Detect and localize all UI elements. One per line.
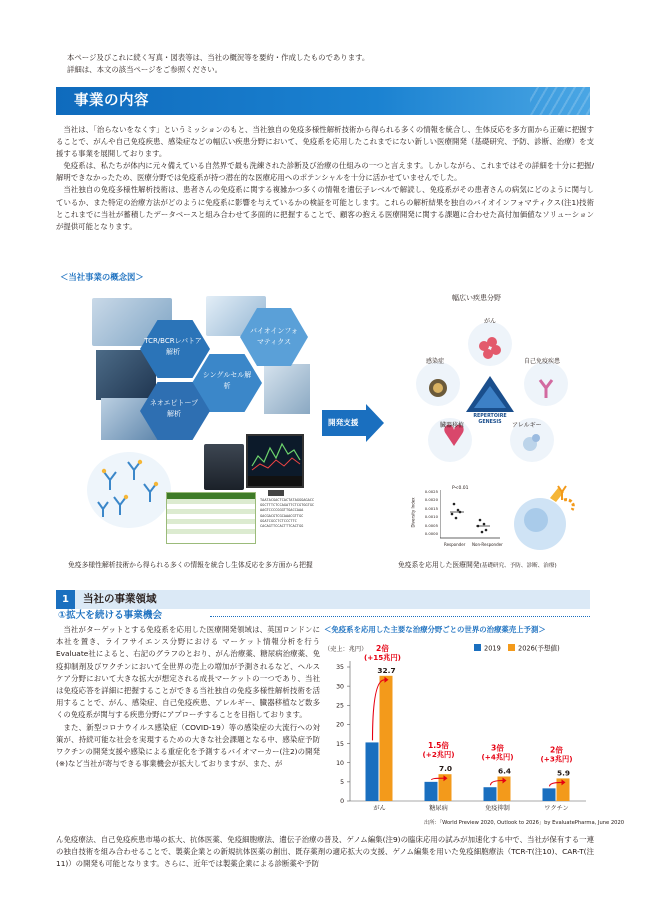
- section-1-title: 当社の事業領域: [83, 593, 157, 605]
- disclaimer-line-1: 本ページ及びこれに続く写真・図表等は、当社の概況等を要約・作成したものであります。: [67, 53, 370, 62]
- hex-tcr-bcr-label: TCR/BCRレパトア解析: [144, 337, 202, 356]
- disease-autoimmune-label: 自己免疫疾患: [524, 358, 561, 365]
- y-tick-label-7: 35: [336, 664, 344, 672]
- sequence-text: TAATACGACTCACTATAGGGAGACC GGCTTTCTCCAGATTCTCGTGGTGC AAGTCCCCGGGTTGACCAAA GACGACGTCGCAAACGTTGC GGATCGCCTCTCCCTTC CACAGTTCCACTTTCACTGG: [260, 498, 315, 529]
- intro-text: [56, 124, 594, 233]
- repertoire-genesis-logo: REPERTOIRE GENESIS: [473, 414, 507, 425]
- disease-infection-label: 感染症: [426, 358, 445, 365]
- legend-swatch-1: [508, 644, 515, 651]
- section-1-header: [56, 590, 590, 609]
- bar-0-1: [425, 782, 438, 801]
- section-1-number: 1: [56, 590, 75, 609]
- body-paragraph-3: ん免疫療法、自己免疫疾患市場の拡大、抗体医薬、免疫細胞療法、遺伝子治療の普及、ゲノム編集(注9)の臨床応用の試みが加速化する中で、当社が保有する一連の独自技術を組み合わせることで、製薬企業との新規抗体医薬の創出、既存薬剤の適応拡大の支援、ゲノム編集を用いた免疫細胞療法（TCR-T(注10)、CAR-T(注11)）の開発も可能となります。さらに、近年では製薬企業による診断薬や予防: [56, 835, 594, 869]
- disclaimer-note: [67, 52, 587, 76]
- banner-title: 事業の内容: [74, 93, 149, 109]
- hex-single-cell-label: シングルセル解析: [202, 371, 252, 390]
- development-support-label: 開発支援: [328, 418, 359, 427]
- scientist-photo: [264, 364, 310, 414]
- body-left-text: [56, 624, 320, 770]
- intro-paragraph-2: 免疫系は、私たちが体内に元々備えている自然界で最も洗練された診断及び治療の仕組みの一つと言えます。しかしながら、これまではその詳細を十分に把握/解明できなかったため、医療分野では免疫系が持つ潜在的な医療応用へのポテンシャルを十分に活かせていませんでした。: [56, 161, 594, 183]
- y-tick-label-3: 15: [336, 740, 344, 748]
- sales-forecast-chart: [324, 637, 594, 817]
- intro-paragraph-3: 当社独自の免疫多様性解析技術は、患者さんの免疫系に関する複雑かつ多くの情報を遺伝子レベルで解読し、免疫系がその患者さんの病気にどのように関与しているか、また特定の治療方法がどのように免疫系に影響を与えているかの検証を可能とします。これらの解析結果を独自のバイオインフォマティクス(注1)技術とこれまでに当社が蓄積したデータベースと組み合わせて多面的に把握することで、顧客の抱える医療開発に関する課題に合わせた高付加価値なソリューションが提供可能となります。: [56, 185, 594, 231]
- hex-bioinformatics-label: バイオインフォマティクス: [249, 327, 299, 346]
- value-label-2: 6.4: [497, 766, 512, 776]
- y-tick-label-1: 5: [340, 779, 344, 787]
- subsection-divider: [210, 616, 590, 617]
- disease-panel: [406, 304, 576, 474]
- plot-x-responder: Responder: [444, 542, 466, 547]
- sequencer-machine: [204, 444, 244, 490]
- immune-cell-illustration: [506, 478, 588, 556]
- category-label-0: がん: [373, 805, 386, 812]
- diversity-plot: [408, 482, 508, 554]
- legend-swatch-0: [474, 644, 481, 651]
- monitor-stand: [268, 490, 284, 496]
- y-tick-label-0: 0: [340, 798, 344, 806]
- disease-title: 幅広い疾患分野: [452, 294, 501, 302]
- body-paragraph-2: また、新型コロナウイルス感染症（COVID-19）等の感染症の大流行への対策が、持続可能な社会を実現するための大きな社会課題となる中、感染症予防ワクチンの開発支援や感染による重症化を予測するバイオマーカー(注2)の開発(※)など当社が寄与できる事業機会が拡大しておりますが、また、が: [56, 722, 320, 769]
- bar-0-2: [484, 787, 497, 801]
- growth-amount-0: (+15兆円): [364, 653, 401, 662]
- bar-1-0: [380, 676, 393, 801]
- growth-amount-3: (+3兆円): [540, 754, 573, 764]
- bar-0-3: [543, 788, 556, 801]
- growth-ratio-3: 2倍: [550, 745, 563, 755]
- concept-right-caption: 免疫系を応用した医療開発(基礎研究、予防、診断、治療): [398, 561, 557, 569]
- body-paragraph-1: 当社がターゲットとする免疫系を応用した医療開発領域は、英国ロンドンに本社を置き、ライフサイエンス分野における マーケット情報分析を行うEvaluate社によると、右記のグラフのとおり、がん治療薬、糖尿病治療薬、免疫抑制剤及びワクチンにおいて全世界の売上の増加が予測されるなど、ヘルスケア分野において大きな拡大が想定される成長マーケットの一つであり、当社は免疫応答を詳細に把握することができる当社独自の免疫多様性解析技術を活用することで、がん、感染症、自己免疫疾患、アレルギー、臓器移植など数多くの免疫系が関与する疾患分野にアプローチすることを目指しております。: [56, 625, 320, 720]
- legend-label-1: 2026(予想値): [518, 644, 560, 653]
- banner-decoration: [530, 87, 590, 115]
- analysis-monitor: [246, 434, 304, 488]
- chart-title: ＜免疫系を応用した主要な治療分野ごとの世界の治療薬売上予測＞: [324, 625, 546, 634]
- plot-x-nonresponder: Non-Responder: [472, 542, 503, 547]
- chart-ylabel: （売上：兆円）: [324, 646, 368, 653]
- growth-amount-1: (+2兆円): [422, 750, 455, 760]
- growth-ratio-2: 3倍: [491, 743, 504, 753]
- section-banner: [56, 87, 590, 115]
- value-label-1: 7.0: [438, 764, 453, 774]
- y-tick-label-4: 20: [336, 721, 344, 729]
- concept-title: ＜当社事業の概念図＞: [60, 272, 144, 282]
- category-label-2: 免疫抑制: [485, 805, 510, 812]
- plot-yticks: 0.0025 0.0020 0.0015 0.0010 0.0005 0.0000: [424, 489, 438, 537]
- plot-ylabel: Diversity Index: [410, 497, 416, 528]
- disease-allergy-label: アレルギー: [512, 422, 542, 429]
- growth-ratio-0: 2倍: [376, 644, 389, 653]
- chart-bars: [364, 643, 572, 812]
- y-tick-label-5: 25: [336, 702, 344, 710]
- category-label-1: 糖尿病: [429, 805, 448, 812]
- category-label-3: ワクチン: [544, 805, 569, 812]
- antibody-illustration: [84, 442, 174, 532]
- disclaimer-line-2: 詳細は、本文の該当ページをご参照ください。: [67, 65, 223, 74]
- y-tick-label-2: 10: [336, 759, 344, 767]
- chart-legend: [474, 644, 560, 653]
- legend-label-0: 2019: [484, 644, 501, 653]
- subsection-title: ①拡大を続ける事業機会: [58, 610, 163, 621]
- value-label-0: 32.7: [377, 665, 396, 675]
- concept-diagram: [56, 286, 596, 576]
- growth-amount-2: (+4兆円): [481, 752, 514, 762]
- data-table-image: [166, 492, 256, 544]
- disease-cancer-label: がん: [484, 318, 497, 325]
- y-tick-label-6: 30: [336, 683, 344, 691]
- intro-paragraph-1: 当社は、「治らないをなくす」というミッションのもと、当社独自の免疫多様性解析技術から得られる多くの情報を統合し、生体反応を多方面から正確に把握することで、がんや自己免疫疾患、感染症などの幅広い疾患分野において、免疫系を応用したこれまでにない新しい医療開発（基礎研究、予防、診断、治療）を支援する事業を展開しております。: [56, 125, 594, 159]
- growth-ratio-1: 1.5倍: [427, 741, 450, 751]
- concept-left-caption: 免疫多様性解析技術から得られる多くの情報を統合し生体反応を多方面から把握: [68, 561, 313, 569]
- chart-source: 出所：「World Preview 2020, Outlook to 2026」by EvaluatePharma, June 2020: [424, 820, 625, 826]
- bar-0-0: [366, 742, 379, 801]
- plot-p-value: P<0.01: [452, 486, 469, 491]
- disease-transplant-label: 臓器移植: [440, 422, 465, 429]
- value-label-3: 5.9: [556, 768, 571, 778]
- hex-neoepitope-label: ネオエピトープ解析: [149, 399, 199, 418]
- body-full-text: [56, 834, 594, 871]
